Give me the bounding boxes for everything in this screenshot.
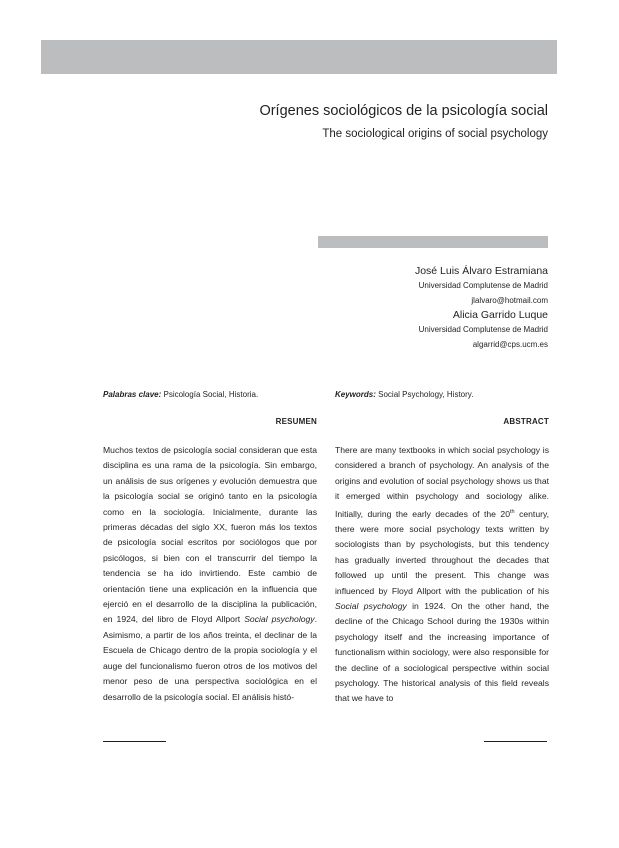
author-affiliation: Universidad Complutense de Madrid [418,281,548,290]
abstract-text-part: century, there were more social psychology texts written by sociologists than by psychologists, but this tendency has gradually inverted throughout the decades that followed up until the present. This change was influenced by Floyd Allport with the publication of his [335,508,550,596]
author-affiliation: Universidad Complutense de Madrid [418,325,548,334]
author-name: José Luis Álvaro Estramiana [414,265,548,277]
footnote-rule [484,741,547,742]
author-email: algarrid@cps.ucm.es [472,340,548,349]
section-heading: ABSTRACT [503,417,549,426]
keywords-line [335,389,549,401]
abstract-text [335,443,549,707]
book-title: Social psychology [244,614,315,625]
author-block [415,264,548,352]
abstract-text-part: Muchos textos de psicología social consideran que esta disciplina es una rama de la psicología. Sin embargo, un análisis de sus orígenes y evolución demuestra que la psicología social se originó tanto en la psicología como en la sociología. Inicialmente, durante las primeras décadas del siglo XX, fueron más los textos de psicología social escritos por sociólogos que por psicólogos, si bien con el transcurrir del tiempo la tendencia se ha ido invirtiendo. Este cambio de orientación tiene una explicación en la influencia que ejerció en el desarrollo de la disciplina la publicación, en 1924, del libro de Floyd Allport [103,445,317,625]
keywords-label: Palabras clave: [103,390,162,399]
superscript: th [510,508,515,515]
author-email: jlalvaro@hotmail.com [471,296,548,305]
english-column [335,389,549,707]
title-divider-bar [318,236,548,248]
article-title: Orígenes sociológicos de la psicología social [259,103,548,119]
journal-name: Reis [451,85,486,106]
header-band [41,40,557,106]
author-name: Alicia Garrido Luque [452,309,548,321]
article-title-english: The sociological origins of social psychology [322,128,548,140]
keywords-text: Social Psychology, History. [375,390,474,399]
book-title: Social psychology [335,600,407,611]
abstract-text [103,443,317,705]
keywords-line [103,389,317,401]
section-heading: RESUMEN [275,417,317,426]
keywords-text: Psicología Social, Historia. [161,390,259,399]
page-range: 118/07 pp. 11-26 [396,97,452,104]
abstract-text-part: in 1924. On the other hand, the decline of the Chicago School during the 1930s within psychology itself and the increasing importance of functionalism within sociology, were also responsible for the decline of a sociological perspective within social psychology. The historical analysis of this field reveals that we have to [335,600,550,704]
keywords-label: Keywords: [335,390,376,399]
abstract-text-part: . Asimismo, a partir de los años treinta, el declinar de la Escuela de Chicago dentro de la propia sociología y el auge del funcionalismo fueron otros de los motivos del menor peso de una perspectiva sociológica en el desarrollo de la psicología social. El análisis histó- [103,614,317,702]
abstract-text-part: There are many textbooks in which social psychology is considered a branch of psychology. An analysis of the origins and evolution of social psychology shows us that it emerged within psychology and sociology alike. Initially, during the early decades of the 20 [335,445,549,519]
spanish-column [103,389,317,705]
footnote-rule [103,741,166,742]
